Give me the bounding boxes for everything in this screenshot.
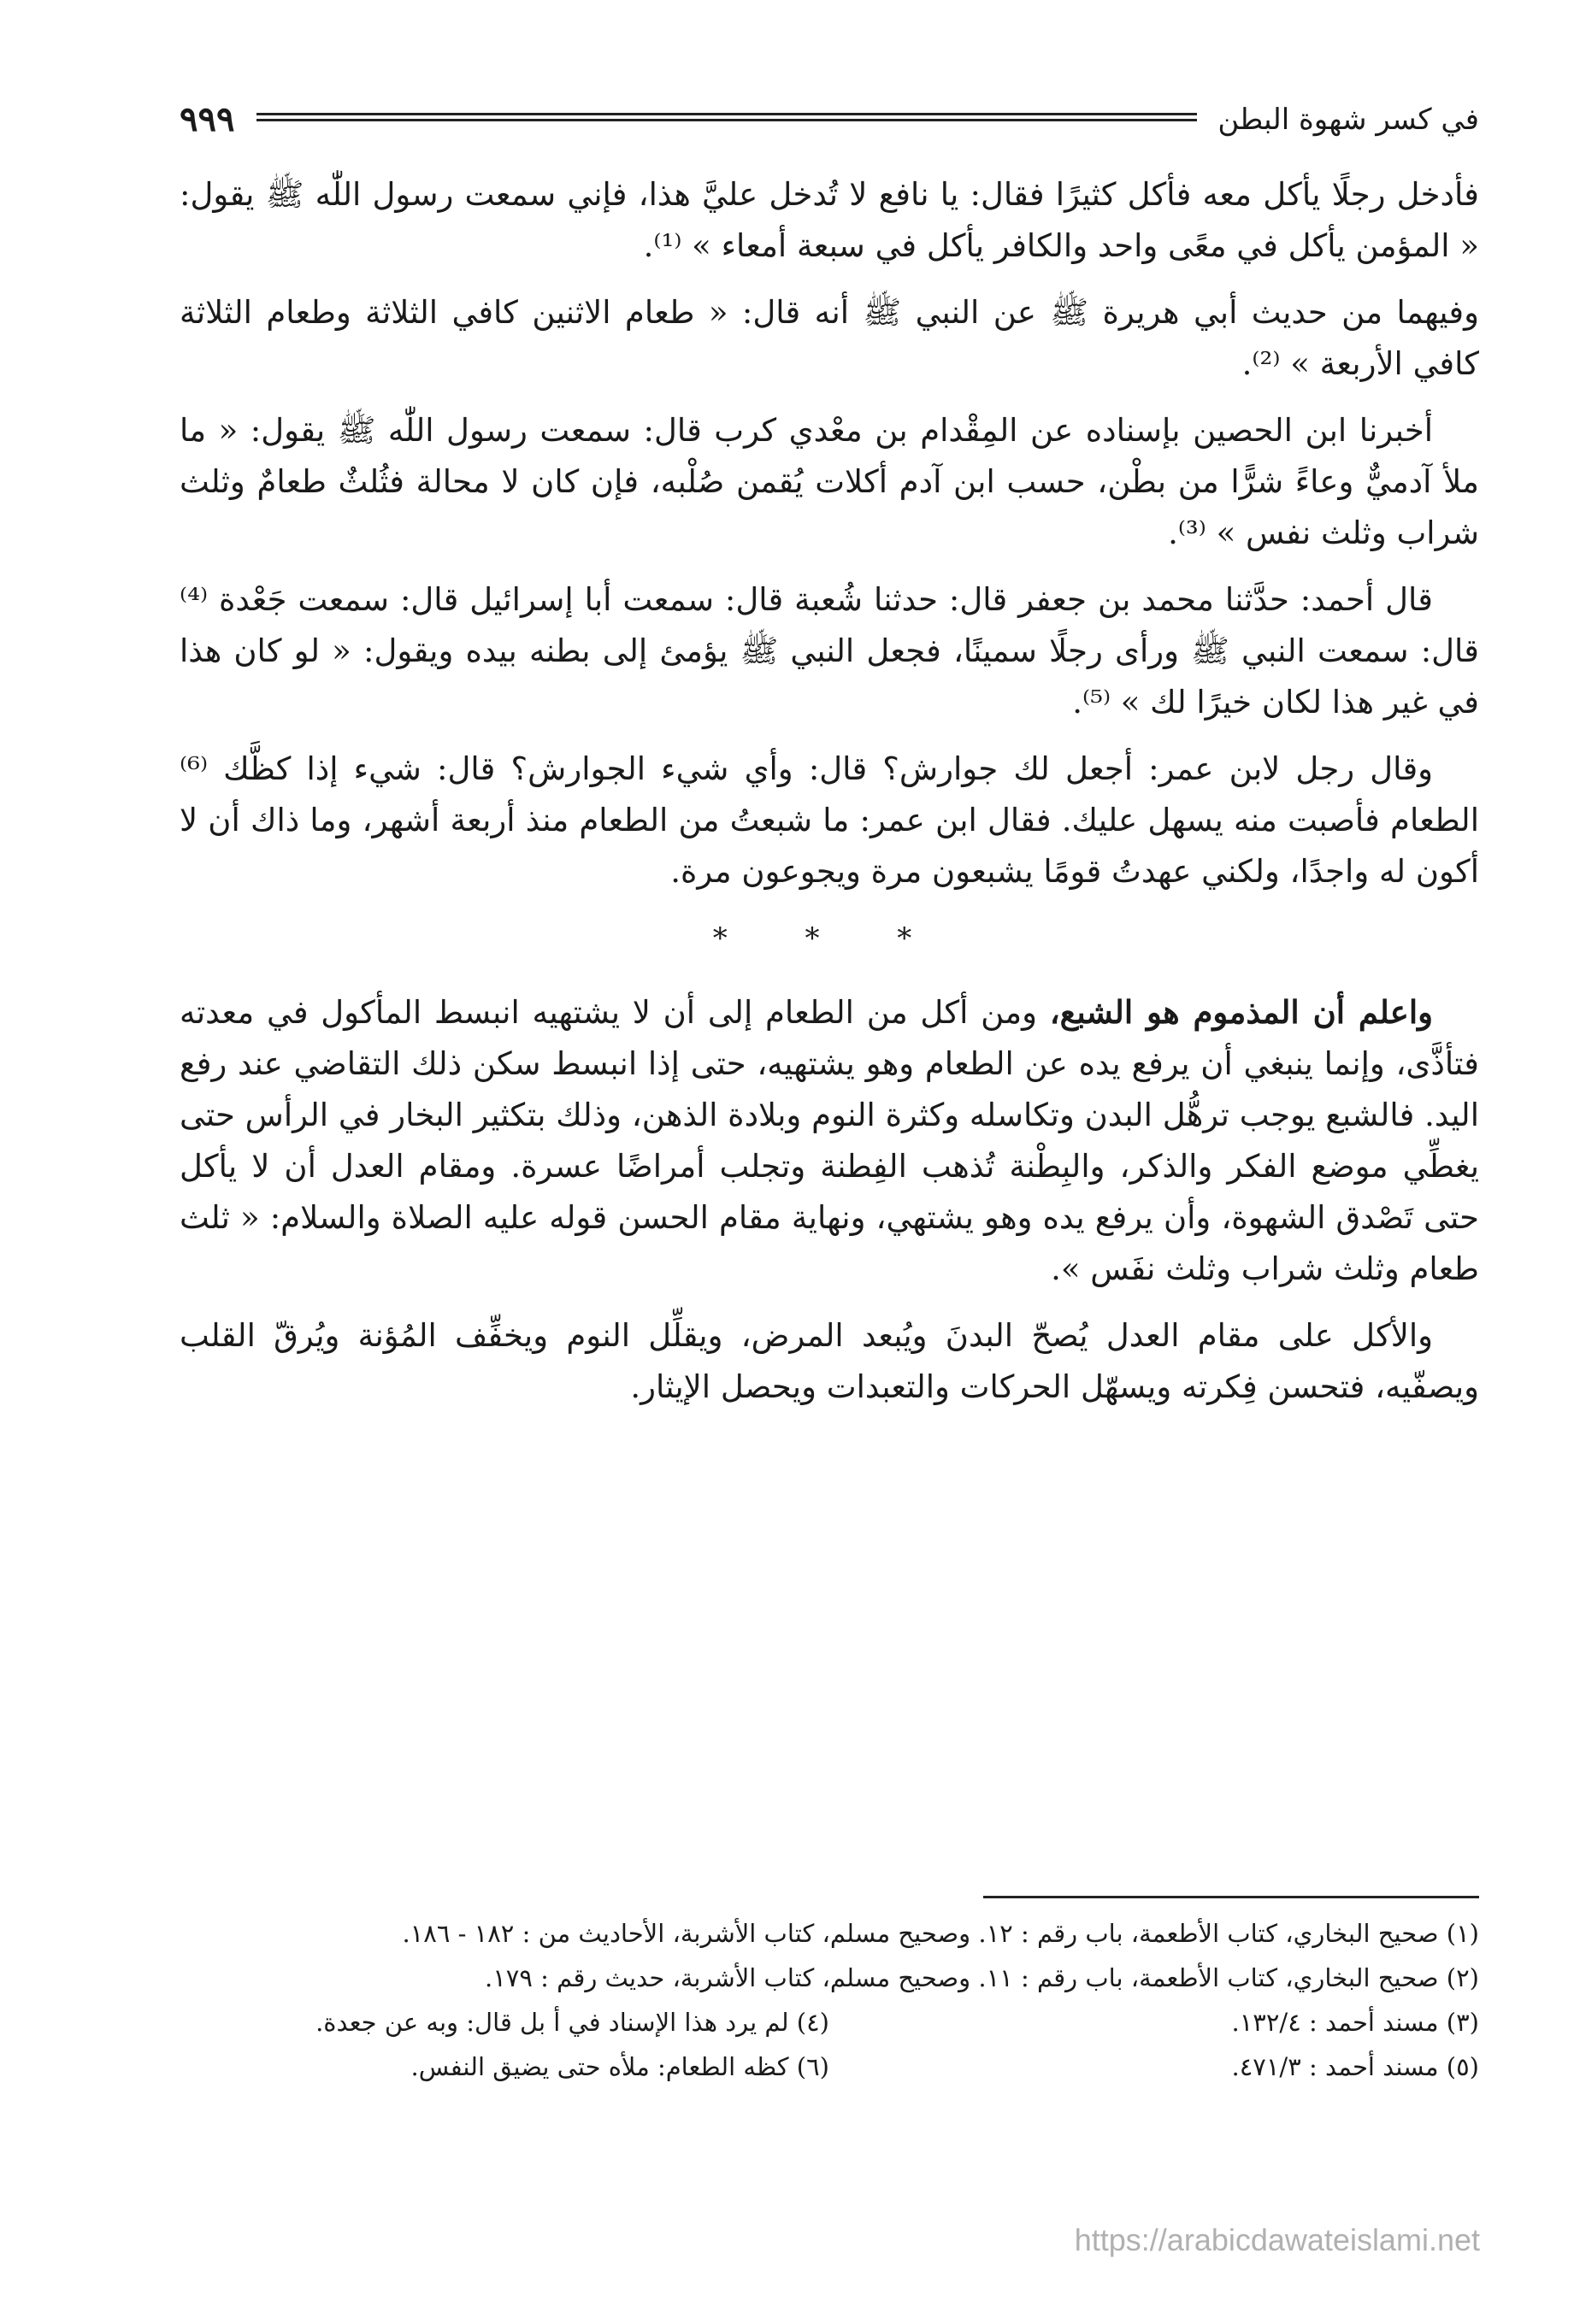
page-header bbox=[180, 96, 1479, 147]
paragraph-5: وقال رجل لابن عمر: أجعل لك جوارش؟ قال: وأي شيء الجوارش؟ قال: شيء إذا كظَّك ⁽⁶⁾ الطعام فأصبت منه يسهل عليك. فقال ابن عمر: ما شبعتُ من الطعام منذ أربعة أشهر، وما ذاك أن لا أكون له واجدًا، ولكني عهدتُ قومًا يشبعون مرة ويجوعون مرة. bbox=[180, 750, 1479, 890]
paragraph-6 bbox=[180, 986, 1479, 1295]
paragraph-6-text: ومن أكل من الطعام إلى أن لا يشتهيه انبسط المأكول في معدته فتأذَّى، وإنما ينبغي أن يرفع يده عن الطعام وهو يشتهيه، حتى إذا انبسط سكن ذلك التقاضي عند رفع اليد. فالشبع يوجب ترهُّل البدن وتكاسله وكثرة النوم وبلادة الذهن، وذلك بتكثير البخار في الرأس حتى يغطِّي موضع الفكر والذكر، والبِطْنة تُذهب الفِطنة وتجلب أمراضًا عسرة. ومقام العدل أن لا يأكل حتى تَصْدق الشهوة، وأن يرفع يده وهو يشتهي، ونهاية مقام الحسن قوله عليه الصلاة والسلام: « ثلث طعام وثلث شراب وثلث نفَس ». bbox=[180, 994, 1479, 1287]
paragraph-1: فأدخل رجلًا يأكل معه فأكل كثيرًا فقال: يا نافع لا تُدخل عليَّ هذا، فإني سمعت رسول اللّٰه ﷺ يقول: « المؤمن يأكل في معًى واحد والكافر يأكل في سبعة أمعاء » ⁽¹⁾. bbox=[180, 176, 1479, 264]
footnote-4: (٤) لم يرد هذا الإسناد في أ بل قال: وبه عن جعدة. bbox=[315, 2008, 829, 2037]
paragraph-3: أخبرنا ابن الحصين بإسناده عن المِقْدام بن معْدي كرب قال: سمعت رسول اللّٰه ﷺ يقول: « ما ملأ آدميٌّ وعاءً شرًّا من بطْن، حسب ابن آدم أكلات يُقمن صُلْبه، فإن كان لا محالة فثُلثٌ طعامٌ وثلث شراب وثلث نفس » ⁽³⁾. bbox=[180, 412, 1479, 551]
paragraph-7: والأكل على مقام العدل يُصحّ البدنَ ويُبعد المرض، ويقلِّل النوم ويخفِّف المُؤنة ويُرقّ القلب ويصفّيه، فتحسن فِكرته ويسهّل الحركات والتعبدات ويحصل الإيثار. bbox=[180, 1317, 1479, 1405]
paragraph-2: وفيهما من حديث أبي هريرة ﷺ عن النبي ﷺ أنه قال: « طعام الاثنين كافي الثلاثة وطعام الثلاثة كافي الأربعة » ⁽²⁾. bbox=[180, 294, 1479, 382]
footnote-5: (٥) مسند أحمد : ٤٧١/٣. bbox=[1231, 2052, 1479, 2081]
footnote-6: (٦) كظه الطعام: ملأه حتى يضيق النفس. bbox=[410, 2052, 829, 2081]
footnotes bbox=[180, 1911, 1479, 2089]
paragraph-4: قال أحمد: حدَّثنا محمد بن جعفر قال: حدثنا شُعبة قال: سمعت أبا إسرائيل قال: سمعت جَعْدة ⁽⁴⁾ قال: سمعت النبي ﷺ ورأى رجلًا سمينًا، فجعل النبي ﷺ يؤمئ إلى بطنه بيده ويقول: « لو كان هذا في غير هذا لكان خيرًا لك » ⁽⁵⁾. bbox=[180, 581, 1479, 721]
main-text bbox=[180, 169, 1479, 1428]
running-title: في كسر شهوة البطن bbox=[1217, 103, 1479, 137]
header-double-rule bbox=[256, 113, 1197, 121]
section-separator-stars: * * * bbox=[712, 921, 946, 956]
footnote-row-3-4 bbox=[180, 2000, 1479, 2045]
footnote-separator bbox=[983, 1896, 1479, 1898]
footnote-3: (٣) مسند أحمد : ١٣٢/٤. bbox=[1231, 2008, 1479, 2037]
watermark-url: https://arabicdawateislami.net bbox=[1074, 2222, 1480, 2257]
footnote-2: (٢) صحيح البخاري، كتاب الأطعمة، باب رقم : ١١. وصحيح مسلم، كتاب الأشربة، حديث رقم : ١٧٩. bbox=[485, 1963, 1479, 1992]
footnote-row-5-6 bbox=[180, 2045, 1479, 2089]
page-number: ٩٩٩ bbox=[180, 99, 235, 139]
paragraph-6-bold-lead: واعلم أن المذموم هو الشبع، bbox=[1049, 993, 1433, 1031]
footnote-1: (١) صحيح البخاري، كتاب الأطعمة، باب رقم : ١٢. وصحيح مسلم، كتاب الأشربة، الأحاديث من : ١٨٢ - ١٨٦. bbox=[402, 1919, 1479, 1948]
